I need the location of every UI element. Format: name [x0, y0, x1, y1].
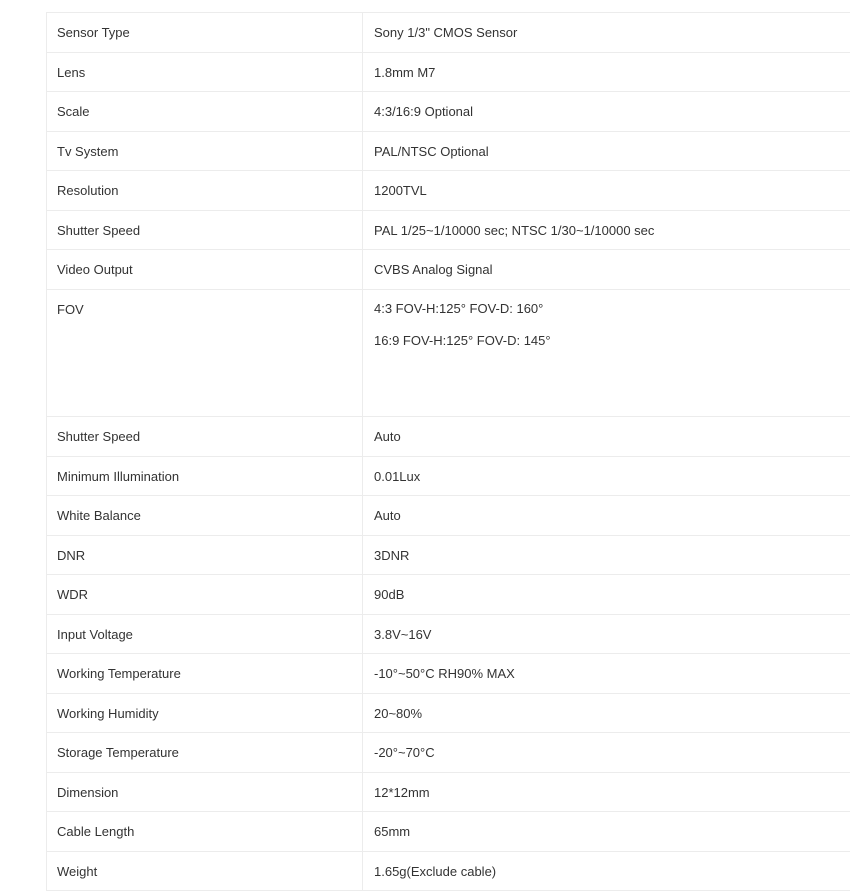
spec-value: PAL/NTSC Optional	[363, 132, 850, 171]
spec-row-resolution	[47, 171, 850, 211]
spec-row-fov	[47, 290, 850, 418]
spec-label: Lens	[47, 53, 363, 92]
spec-row-wdr	[47, 575, 850, 615]
spec-label: Shutter Speed	[47, 417, 363, 456]
spec-row-working-temperature	[47, 654, 850, 694]
spec-label: Tv System	[47, 132, 363, 171]
spec-value: 1.65g(Exclude cable)	[363, 852, 850, 891]
spec-row-lens	[47, 53, 850, 93]
spec-label: Dimension	[47, 773, 363, 812]
spec-value: -10°~50°C RH90% MAX	[363, 654, 850, 693]
spec-row-cable-length	[47, 812, 850, 852]
spec-row-dimension	[47, 773, 850, 813]
spec-label: Storage Temperature	[47, 733, 363, 772]
spec-label: Resolution	[47, 171, 363, 210]
spec-row-sensor-type	[47, 13, 850, 53]
spec-value: PAL 1/25~1/10000 sec; NTSC 1/30~1/10000 sec	[363, 211, 850, 250]
spec-value: 1.8mm M7	[363, 53, 850, 92]
spec-row-shutter-speed-mode	[47, 417, 850, 457]
spec-row-input-voltage	[47, 615, 850, 655]
spec-label: Shutter Speed	[47, 211, 363, 250]
spec-value: Sony 1/3" CMOS Sensor	[363, 13, 850, 52]
spec-value: Auto	[363, 417, 850, 456]
spec-row-storage-temperature	[47, 733, 850, 773]
spec-value: 1200TVL	[363, 171, 850, 210]
spec-row-tv-system	[47, 132, 850, 172]
spec-label: DNR	[47, 536, 363, 575]
spec-value: 3DNR	[363, 536, 850, 575]
spec-label: Sensor Type	[47, 13, 363, 52]
spec-value: 65mm	[363, 812, 850, 851]
spec-table	[46, 12, 850, 891]
spec-row-working-humidity	[47, 694, 850, 734]
spec-label: WDR	[47, 575, 363, 614]
spec-label: Scale	[47, 92, 363, 131]
spec-value: 90dB	[363, 575, 850, 614]
spec-row-scale	[47, 92, 850, 132]
spec-value: CVBS Analog Signal	[363, 250, 850, 289]
spec-row-weight	[47, 852, 850, 891]
spec-value: -20°~70°C	[363, 733, 850, 772]
spec-value: Auto	[363, 496, 850, 535]
spec-label: FOV	[47, 290, 363, 417]
spec-value: 3.8V~16V	[363, 615, 850, 654]
spec-label: White Balance	[47, 496, 363, 535]
spec-value-line: 16:9 FOV-H:125° FOV-D: 145°	[374, 325, 850, 358]
spec-value: 20~80%	[363, 694, 850, 733]
spec-value	[363, 290, 850, 417]
spec-value: 12*12mm	[363, 773, 850, 812]
spec-value-line: 4:3 FOV-H:125° FOV-D: 160°	[374, 293, 850, 326]
spec-label: Minimum Illumination	[47, 457, 363, 496]
spec-row-minimum-illumination	[47, 457, 850, 497]
spec-label: Working Temperature	[47, 654, 363, 693]
spec-label: Working Humidity	[47, 694, 363, 733]
spec-value: 0.01Lux	[363, 457, 850, 496]
spec-label: Cable Length	[47, 812, 363, 851]
spec-row-shutter-speed	[47, 211, 850, 251]
spec-row-video-output	[47, 250, 850, 290]
spec-row-white-balance	[47, 496, 850, 536]
spec-row-dnr	[47, 536, 850, 576]
spec-label: Video Output	[47, 250, 363, 289]
spec-value: 4:3/16:9 Optional	[363, 92, 850, 131]
spec-label: Weight	[47, 852, 363, 891]
spec-label: Input Voltage	[47, 615, 363, 654]
